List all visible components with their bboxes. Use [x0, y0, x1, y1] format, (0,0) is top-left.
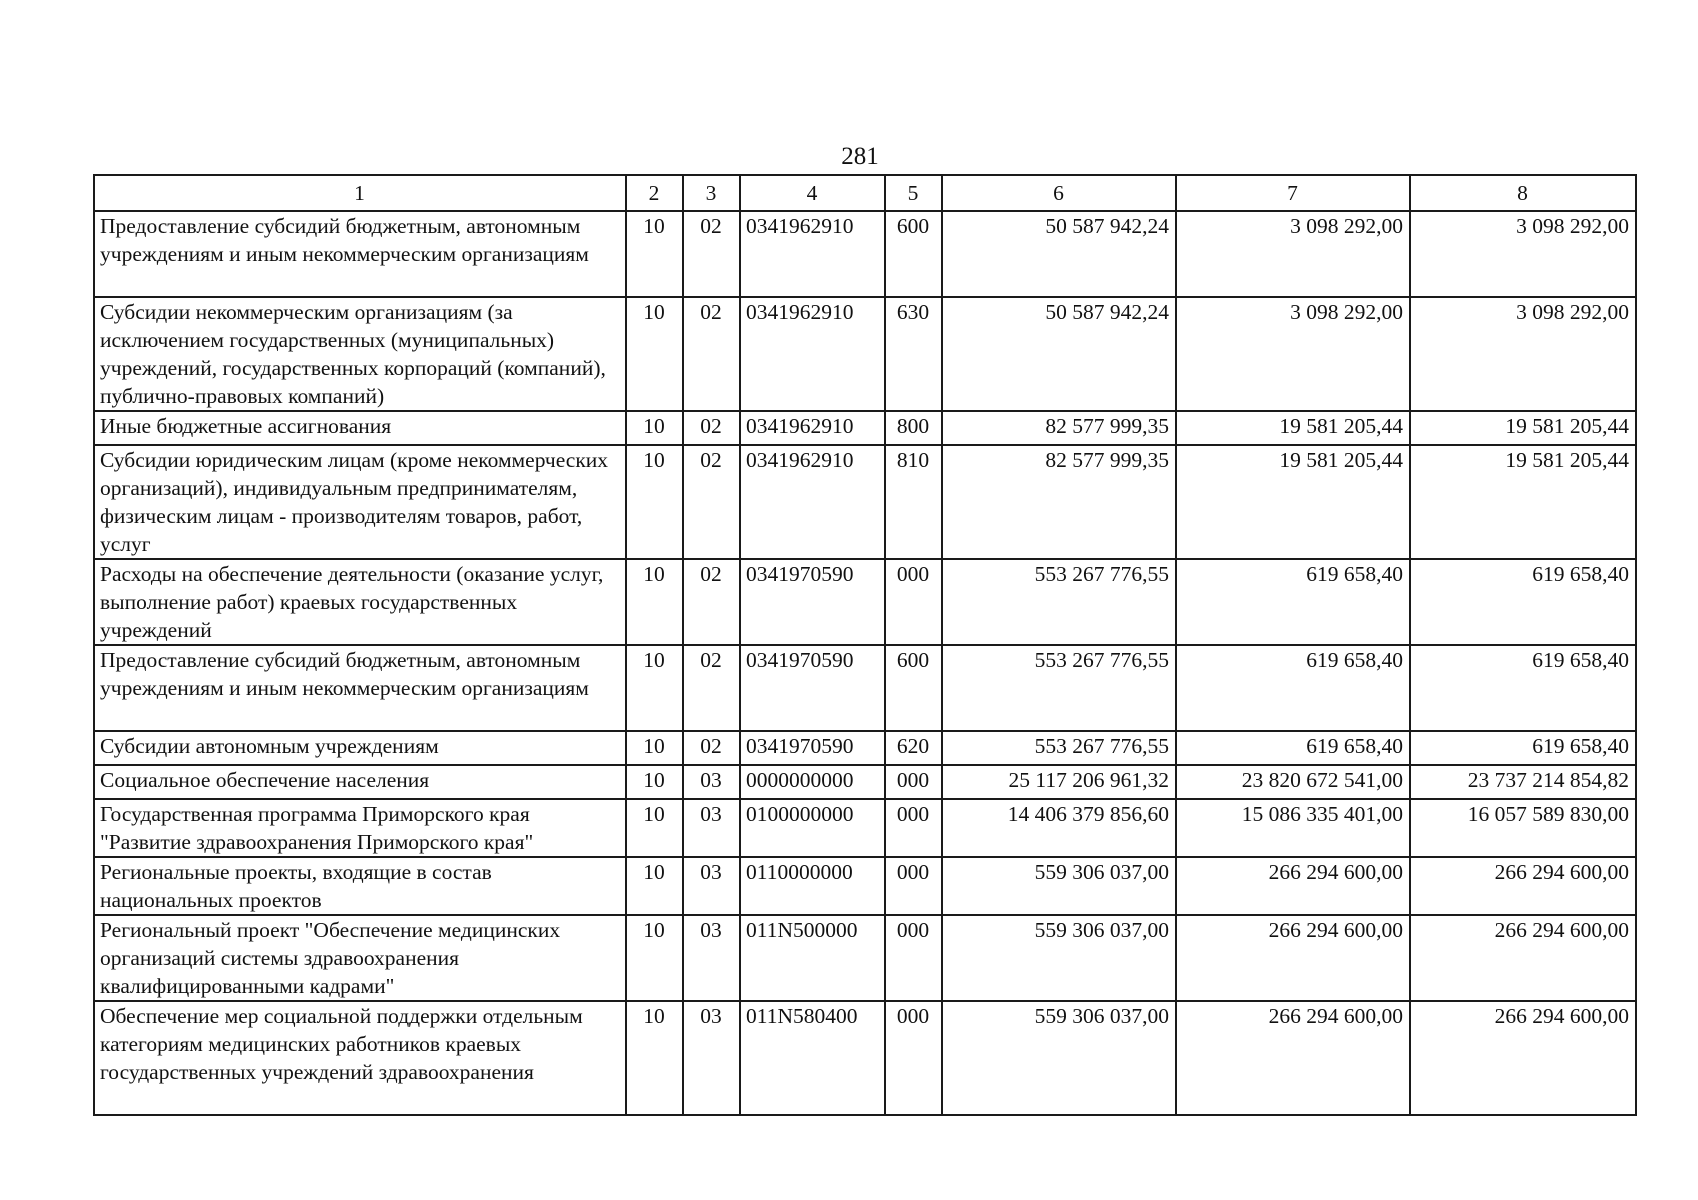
table-row: [94, 731, 1636, 765]
row-amount-col7: 619 658,40: [1176, 731, 1410, 765]
row-section: 10: [626, 211, 683, 297]
table-row: [94, 1001, 1636, 1115]
table-row: [94, 445, 1636, 559]
row-section: 10: [626, 857, 683, 915]
row-amount-col8: 19 581 205,44: [1410, 411, 1636, 445]
row-target-article: 0341962910: [740, 445, 885, 559]
table-row: [94, 297, 1636, 411]
table-row: [94, 211, 1636, 297]
table-row: [94, 411, 1636, 445]
row-amount-col8: 16 057 589 830,00: [1410, 799, 1636, 857]
row-name: Субсидии юридическим лицам (кроме некоммерческих организаций), индивидуальным предпринимателям, физическим лицам - производителям товаров, работ, услуг: [94, 445, 626, 559]
row-name: Социальное обеспечение населения: [94, 765, 626, 799]
row-expense-type: 810: [885, 445, 942, 559]
row-target-article: 0341970590: [740, 731, 885, 765]
row-name: Иные бюджетные ассигнования: [94, 411, 626, 445]
row-section: 10: [626, 411, 683, 445]
row-amount-col6: 82 577 999,35: [942, 411, 1176, 445]
row-section: 10: [626, 731, 683, 765]
row-amount-col8: 619 658,40: [1410, 645, 1636, 731]
table-row: [94, 857, 1636, 915]
header-cell-7: 7: [1176, 175, 1410, 211]
row-expense-type: 000: [885, 765, 942, 799]
row-amount-col6: 559 306 037,00: [942, 857, 1176, 915]
row-name: Предоставление субсидий бюджетным, автономным учреждениям и иным некоммерческим организациям: [94, 211, 626, 297]
row-amount-col8: 619 658,40: [1410, 559, 1636, 645]
row-amount-col8: 266 294 600,00: [1410, 1001, 1636, 1115]
row-amount-col7: 19 581 205,44: [1176, 411, 1410, 445]
row-name: Расходы на обеспечение деятельности (оказание услуг, выполнение работ) краевых государственных учреждений: [94, 559, 626, 645]
row-section: 10: [626, 915, 683, 1001]
table-row: [94, 799, 1636, 857]
budget-table: [93, 174, 1637, 1116]
table-row: [94, 915, 1636, 1001]
row-subsection: 03: [683, 1001, 740, 1115]
row-amount-col8: 266 294 600,00: [1410, 915, 1636, 1001]
header-cell-3: 3: [683, 175, 740, 211]
row-amount-col7: 619 658,40: [1176, 645, 1410, 731]
row-subsection: 02: [683, 297, 740, 411]
row-amount-col8: 3 098 292,00: [1410, 211, 1636, 297]
row-name: Региональные проекты, входящие в состав национальных проектов: [94, 857, 626, 915]
header-row: [94, 175, 1636, 211]
row-target-article: 011N500000: [740, 915, 885, 1001]
row-section: 10: [626, 445, 683, 559]
row-amount-col8: 19 581 205,44: [1410, 445, 1636, 559]
row-subsection: 03: [683, 799, 740, 857]
row-expense-type: 000: [885, 915, 942, 1001]
row-amount-col7: 23 820 672 541,00: [1176, 765, 1410, 799]
row-amount-col6: 50 587 942,24: [942, 297, 1176, 411]
row-amount-col6: 50 587 942,24: [942, 211, 1176, 297]
row-subsection: 03: [683, 915, 740, 1001]
row-name: Государственная программа Приморского края "Развитие здравоохранения Приморского края": [94, 799, 626, 857]
row-subsection: 02: [683, 211, 740, 297]
row-amount-col6: 559 306 037,00: [942, 1001, 1176, 1115]
row-expense-type: 600: [885, 645, 942, 731]
header-cell-5: 5: [885, 175, 942, 211]
table-row: [94, 559, 1636, 645]
row-target-article: 0341970590: [740, 645, 885, 731]
row-amount-col7: 15 086 335 401,00: [1176, 799, 1410, 857]
row-amount-col6: 25 117 206 961,32: [942, 765, 1176, 799]
page-number: 281: [841, 143, 879, 170]
row-expense-type: 000: [885, 857, 942, 915]
row-target-article: 011N580400: [740, 1001, 885, 1115]
row-subsection: 02: [683, 731, 740, 765]
row-name: Предоставление субсидий бюджетным, автономным учреждениям и иным некоммерческим организациям: [94, 645, 626, 731]
header-cell-8: 8: [1410, 175, 1636, 211]
row-amount-col6: 553 267 776,55: [942, 731, 1176, 765]
row-amount-col8: 23 737 214 854,82: [1410, 765, 1636, 799]
row-target-article: 0341962910: [740, 411, 885, 445]
row-amount-col7: 3 098 292,00: [1176, 297, 1410, 411]
row-amount-col8: 619 658,40: [1410, 731, 1636, 765]
row-subsection: 03: [683, 765, 740, 799]
row-amount-col6: 553 267 776,55: [942, 645, 1176, 731]
row-section: 10: [626, 297, 683, 411]
row-expense-type: 000: [885, 559, 942, 645]
row-expense-type: 630: [885, 297, 942, 411]
row-amount-col6: 82 577 999,35: [942, 445, 1176, 559]
row-target-article: 0100000000: [740, 799, 885, 857]
row-subsection: 02: [683, 559, 740, 645]
header-cell-6: 6: [942, 175, 1176, 211]
row-amount-col6: 553 267 776,55: [942, 559, 1176, 645]
row-section: 10: [626, 1001, 683, 1115]
row-target-article: 0110000000: [740, 857, 885, 915]
row-expense-type: 600: [885, 211, 942, 297]
row-section: 10: [626, 765, 683, 799]
row-amount-col8: 266 294 600,00: [1410, 857, 1636, 915]
row-section: 10: [626, 559, 683, 645]
row-target-article: 0341970590: [740, 559, 885, 645]
row-name: Региональный проект "Обеспечение медицинских организаций системы здравоохранения квалифицированными кадрами": [94, 915, 626, 1001]
header-cell-4: 4: [740, 175, 885, 211]
row-expense-type: 800: [885, 411, 942, 445]
row-name: Обеспечение мер социальной поддержки отдельным категориям медицинских работников краевых государственных учреждений здравоохранения: [94, 1001, 626, 1115]
table-row: [94, 765, 1636, 799]
row-amount-col7: 19 581 205,44: [1176, 445, 1410, 559]
row-amount-col6: 14 406 379 856,60: [942, 799, 1176, 857]
table-row: [94, 645, 1636, 731]
row-amount-col7: 266 294 600,00: [1176, 1001, 1410, 1115]
row-section: 10: [626, 799, 683, 857]
row-target-article: 0341962910: [740, 297, 885, 411]
row-subsection: 02: [683, 445, 740, 559]
row-subsection: 02: [683, 411, 740, 445]
row-section: 10: [626, 645, 683, 731]
row-amount-col7: 3 098 292,00: [1176, 211, 1410, 297]
row-expense-type: 000: [885, 799, 942, 857]
row-target-article: 0341962910: [740, 211, 885, 297]
row-amount-col8: 3 098 292,00: [1410, 297, 1636, 411]
row-amount-col7: 266 294 600,00: [1176, 857, 1410, 915]
row-amount-col7: 266 294 600,00: [1176, 915, 1410, 1001]
header-cell-1: 1: [94, 175, 626, 211]
row-name: Субсидии некоммерческим организациям (за исключением государственных (муниципальных) учреждений, государственных корпораций (компаний), публично-правовых компаний): [94, 297, 626, 411]
row-target-article: 0000000000: [740, 765, 885, 799]
row-amount-col7: 619 658,40: [1176, 559, 1410, 645]
row-subsection: 02: [683, 645, 740, 731]
row-name: Субсидии автономным учреждениям: [94, 731, 626, 765]
row-expense-type: 000: [885, 1001, 942, 1115]
header-cell-2: 2: [626, 175, 683, 211]
row-subsection: 03: [683, 857, 740, 915]
row-expense-type: 620: [885, 731, 942, 765]
row-amount-col6: 559 306 037,00: [942, 915, 1176, 1001]
